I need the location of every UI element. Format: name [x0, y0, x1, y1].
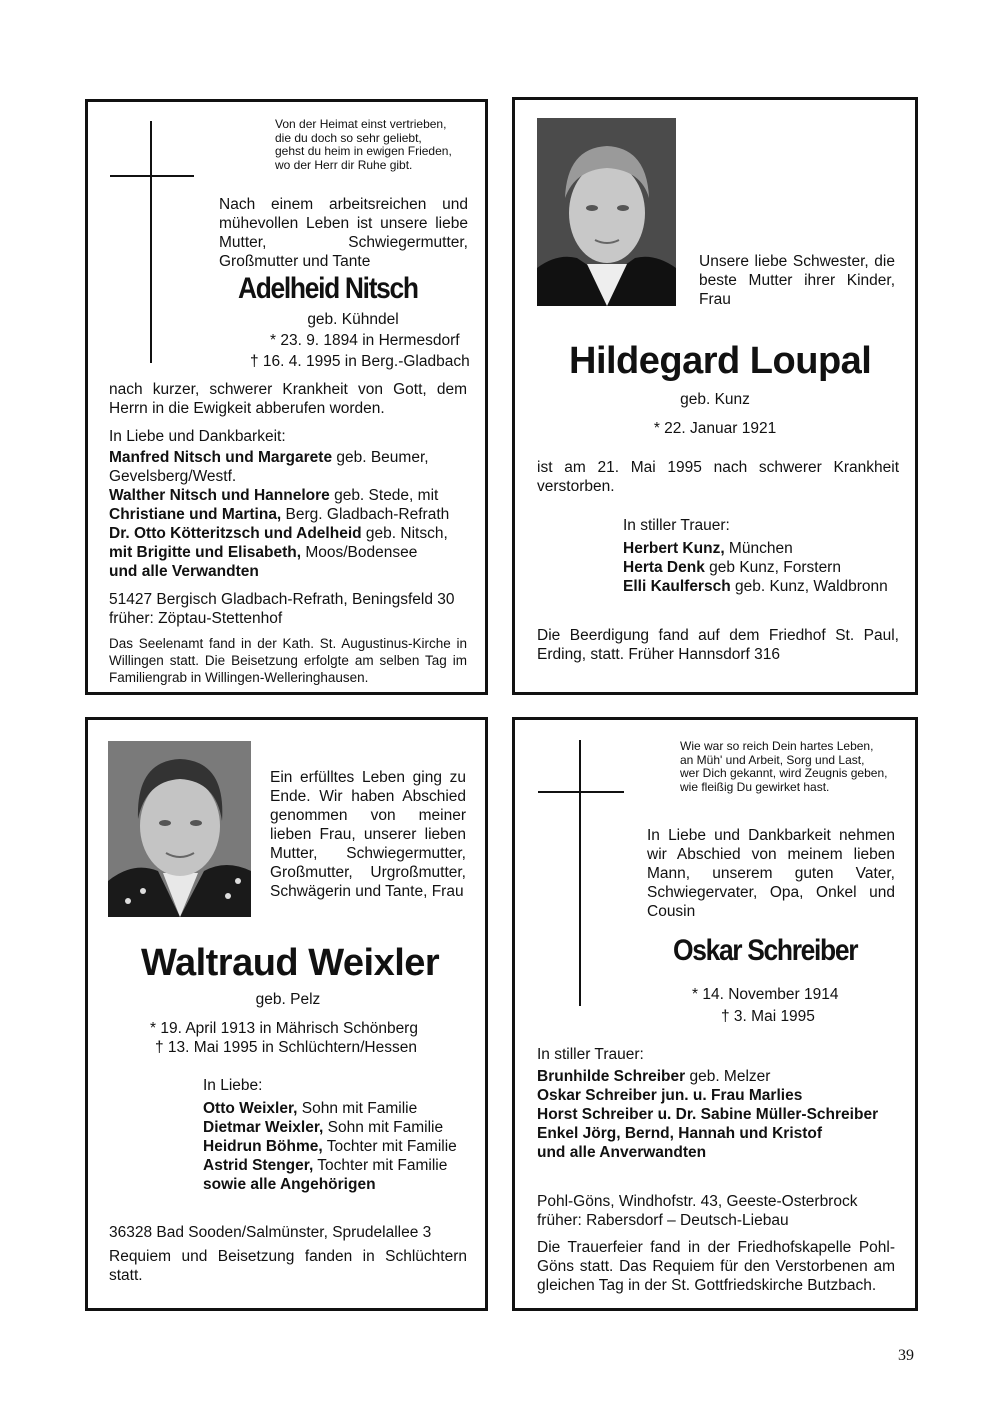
- weixler-intro: Ein erfülltes Leben ging zu Ende. Wir haben Abschied genommen von meiner lieben Frau, unserer lieben Mutter, Schwiegermutter, Großmutter, Urgroßmutter, Schwägerin und Tante, Frau: [270, 769, 466, 900]
- poem-line: die du doch so sehr geliebt,: [275, 130, 422, 145]
- loupal-mourning-head: In stiller Trauer:: [623, 517, 730, 534]
- mourner-line: Brunhilde Schreiber geb. Melzer: [537, 1068, 771, 1085]
- weixler-mourners: [203, 1099, 483, 1194]
- mourner-line: Dietmar Weixler, Sohn mit Familie: [203, 1119, 444, 1136]
- portrait-photo: [537, 118, 676, 306]
- poem-line: an Müh' und Arbeit, Sorg und Last,: [680, 752, 865, 767]
- loupal-born: * 22. Januar 1921: [653, 420, 777, 437]
- mourner-line: Oskar Schreiber jun. u. Frau Marlies: [537, 1087, 803, 1104]
- portrait-photo: [108, 741, 251, 917]
- mourner-line: Manfred Nitsch und Margarete geb. Beumer, Gevelsberg/Westf.: [109, 449, 429, 485]
- obituary-loupal: [512, 97, 918, 695]
- mourner-line: Walther Nitsch und Hannelore geb. Stede, mit: [109, 487, 439, 504]
- mourner-line: Dr. Otto Kötteritzsch und Adelheid geb. Nitsch,: [109, 525, 448, 542]
- weixler-name: Waltraud Weixler: [141, 942, 440, 984]
- cross-icon: [579, 740, 581, 1006]
- mourner-line: sowie alle Angehörigen: [203, 1176, 376, 1193]
- nitsch-maiden: geb. Kühndel: [307, 311, 399, 328]
- obituary-schreiber: [512, 717, 918, 1311]
- loupal-name: Hildegard Loupal: [569, 340, 872, 382]
- cross-icon-bar: [538, 791, 624, 793]
- poem-line: Wie war so reich Dein hartes Leben,: [680, 739, 874, 753]
- poem-line: wer Dich gekannt, wird Zeugnis geben,: [680, 766, 888, 780]
- schreiber-intro: In Liebe und Dankbarkeit nehmen wir Abschied von meinem lieben Mann, unserem guten Vater, Schwiegervater, Opa, Onkel und Cousin: [647, 827, 895, 920]
- loupal-intro: Unsere liebe Schwester, die beste Mutter ihrer Kinder, Frau: [699, 253, 895, 308]
- cross-icon-bar: [110, 175, 194, 177]
- nitsch-name: Adelheid Nitsch: [238, 272, 418, 305]
- schreiber-mourners: [537, 1067, 907, 1162]
- poem-line: Von der Heimat einst vertrieben,: [275, 117, 447, 131]
- mourner-line: Herbert Kunz, München: [623, 540, 793, 557]
- nitsch-address-2: früher: Zöptau-Stettenhof: [109, 610, 283, 627]
- loupal-note: Die Beerdigung fand auf dem Friedhof St. Paul, Erding, statt. Früher Hannsdorf 316: [537, 627, 899, 663]
- weixler-born: * 19. April 1913 in Mährisch Schönberg: [150, 1020, 418, 1037]
- nitsch-mourners: [109, 448, 469, 581]
- mourner-line: Enkel Jörg, Bernd, Hannah und Kristof: [537, 1125, 823, 1142]
- mourner-line: und alle Verwandten: [109, 563, 259, 580]
- poem-line: wo der Herr dir Ruhe gibt.: [275, 157, 413, 172]
- schreiber-born: * 14. November 1914: [692, 986, 839, 1003]
- mourner-line: Heidrun Böhme, Tochter mit Familie: [203, 1138, 457, 1155]
- schreiber-address-1: Pohl-Göns, Windhofstr. 43, Geeste-Osterbrock: [537, 1193, 858, 1210]
- mourner-line: und alle Anverwandten: [537, 1144, 707, 1161]
- loupal-mourners: [623, 539, 913, 596]
- mourner-line: Astrid Stenger, Tochter mit Familie: [203, 1157, 448, 1174]
- weixler-died: † 13. Mai 1995 in Schlüchtern/Hessen: [155, 1039, 417, 1056]
- schreiber-poem: [680, 740, 900, 794]
- nitsch-intro: Nach einem arbeitsreichen und mühevollen Leben ist unsere liebe Mutter, Schwiegermutter, Großmutter und Tante: [219, 196, 468, 270]
- mourner-line: Herta Denk geb Kunz, Forstern: [623, 559, 841, 576]
- mourner-line: Otto Weixler, Sohn mit Familie: [203, 1100, 418, 1117]
- mourner-line: Horst Schreiber u. Dr. Sabine Müller-Schreiber: [537, 1106, 879, 1123]
- weixler-note: Requiem und Beisetzung fanden in Schlüchtern statt.: [109, 1248, 467, 1284]
- nitsch-mourning-head: In Liebe und Dankbarkeit:: [109, 428, 286, 445]
- nitsch-born: * 23. 9. 1894 in Hermesdorf: [270, 332, 460, 349]
- cross-icon: [150, 121, 152, 363]
- nitsch-died: † 16. 4. 1995 in Berg.-Gladbach: [250, 353, 470, 370]
- weixler-mourning-head: In Liebe:: [203, 1077, 263, 1094]
- nitsch-note: Das Seelenamt fand in der Kath. St. Augustinus-Kirche in Willingen statt. Die Beisetzung erfolgte am selben Tag im Familiengrab in Willingen-Welleringhausen.: [109, 636, 467, 685]
- obituary-nitsch: [85, 99, 488, 695]
- mourner-line: Christiane und Martina, Berg. Gladbach-Refrath: [109, 506, 450, 523]
- obituary-weixler: [85, 717, 488, 1311]
- schreiber-died: † 3. Mai 1995: [721, 1008, 815, 1025]
- schreiber-address-2: früher: Rabersdorf – Deutsch-Liebau: [537, 1212, 789, 1229]
- page-number: 39: [898, 1347, 914, 1364]
- nitsch-after: nach kurzer, schwerer Krankheit von Gott, dem Herrn in die Ewigkeit abberufen worden.: [109, 381, 467, 417]
- schreiber-name: Oskar Schreiber: [673, 934, 858, 967]
- nitsch-address-1: 51427 Bergisch Gladbach-Refrath, Beningsfeld 30: [109, 591, 455, 608]
- weixler-maiden: geb. Pelz: [255, 991, 321, 1008]
- schreiber-mourning-head: In stiller Trauer:: [537, 1046, 644, 1063]
- mourner-line: mit Brigitte und Elisabeth, Moos/Bodensee: [109, 544, 418, 561]
- loupal-after: ist am 21. Mai 1995 nach schwerer Krankheit verstorben.: [537, 459, 899, 495]
- mourner-line: Elli Kaulfersch geb. Kunz, Waldbronn: [623, 578, 888, 595]
- weixler-address: 36328 Bad Sooden/Salmünster, Sprudelallee 3: [109, 1224, 432, 1241]
- schreiber-note: Die Trauerfeier fand in der Friedhofskapelle Pohl-Göns statt. Das Requiem für den Verstorbenen am gleichen Tag in der St. Gottfriedskirche Butzbach.: [537, 1239, 895, 1294]
- poem-line: gehst du heim in ewigen Frieden,: [275, 144, 452, 158]
- poem-line: wie fleißig Du gewirket hast.: [680, 779, 830, 794]
- loupal-maiden: geb. Kunz: [680, 391, 750, 408]
- nitsch-poem: [275, 118, 475, 172]
